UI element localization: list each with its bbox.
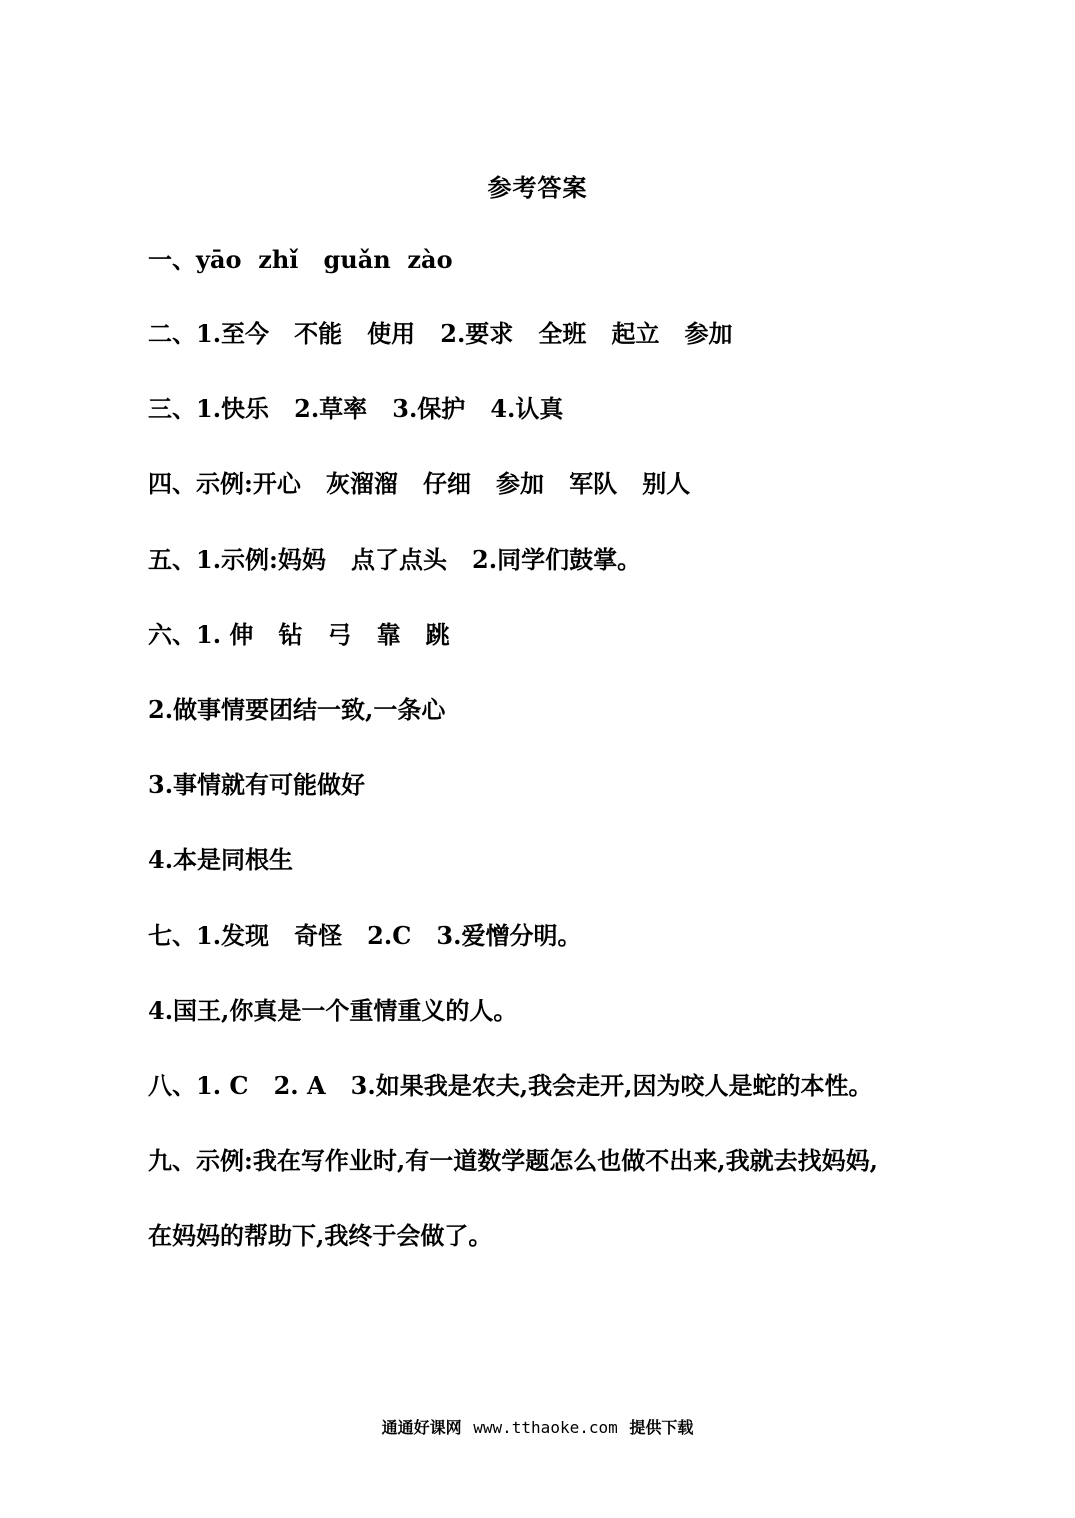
answer-line-14: 在妈妈的帮助下,我终于会做了。 xyxy=(148,1221,493,1250)
answer-line-13: 九、示例:我在写作业时,有一道数学题怎么也做不出来,我就去找妈妈, xyxy=(148,1146,878,1175)
answer-line-4: 四、示例:开心 灰溜溜 仔细 参加 军队 别人 xyxy=(148,469,691,498)
answer-line-1: 一、yāo zhǐ guǎn zào xyxy=(148,245,453,274)
footer-site-name: 通通好课网 xyxy=(381,1418,462,1437)
answer-line-2: 二、1.至今 不能 使用 2.要求 全班 起立 参加 xyxy=(148,319,733,348)
footer-suffix: 提供下载 xyxy=(629,1418,694,1437)
answer-line-11: 4.国王,你真是一个重情重义的人。 xyxy=(148,996,518,1025)
answer-line-12: 八、1. C 2. A 3.如果我是农夫,我会走开,因为咬人是蛇的本性。 xyxy=(148,1071,873,1100)
answer-line-3: 三、1.快乐 2.草率 3.保护 4.认真 xyxy=(148,394,564,423)
answer-line-7: 2.做事情要团结一致,一条心 xyxy=(148,695,446,724)
footer-url-link[interactable]: www.tthaoke.com xyxy=(473,1418,618,1437)
answer-line-5: 五、1.示例:妈妈 点了点头 2.同学们鼓掌。 xyxy=(148,545,642,574)
answer-line-9: 4.本是同根生 xyxy=(148,845,294,874)
answer-line-10: 七、1.发现 奇怪 2.C 3.爱憎分明。 xyxy=(148,921,582,950)
answer-line-8: 3.事情就有可能做好 xyxy=(148,770,366,799)
page-footer xyxy=(0,1415,1075,1438)
page-title: 参考答案 xyxy=(487,173,588,202)
answer-line-6: 六、1. 伸 钻 弓 靠 跳 xyxy=(148,620,450,649)
